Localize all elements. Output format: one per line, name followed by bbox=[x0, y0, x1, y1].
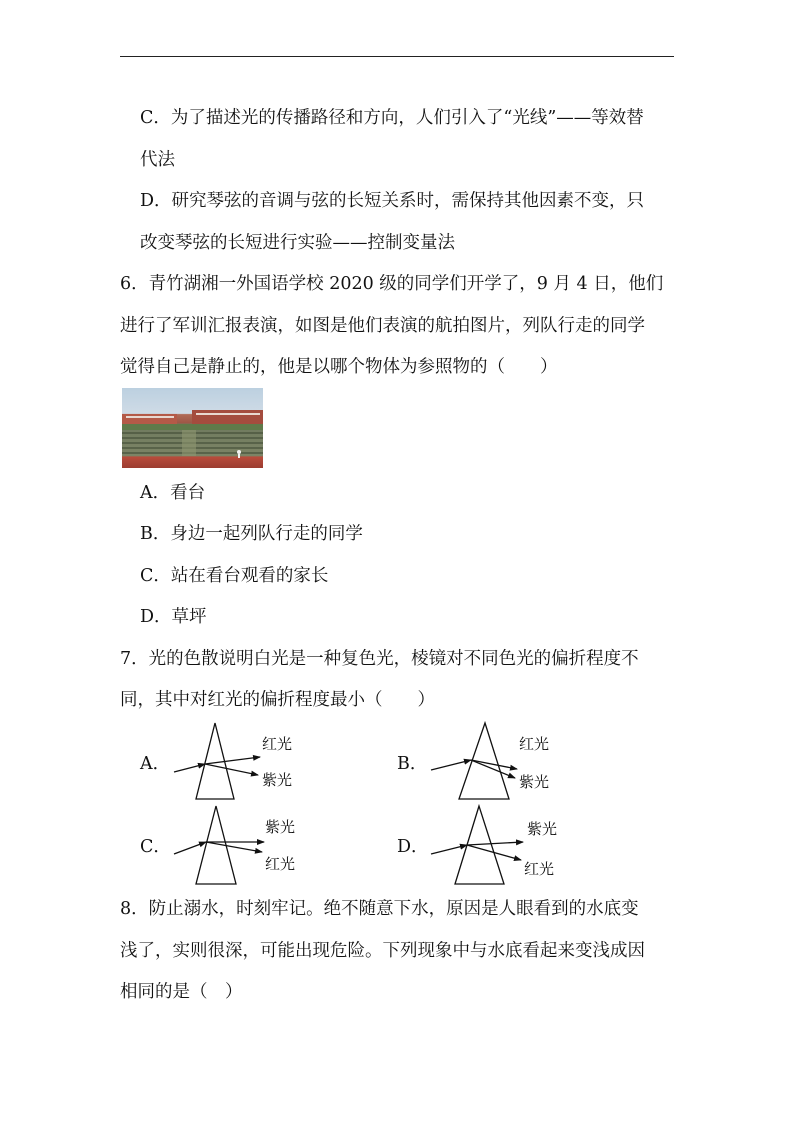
q7-option-d-letter: D． bbox=[397, 837, 429, 857]
q7-option-b-letter: B． bbox=[397, 754, 428, 774]
q7-option-a-bottom-label: 紫光 bbox=[262, 771, 293, 789]
q5-option-d-line1: D．研究琴弦的音调与弦的长短关系时，需保持其他因素不变，只 bbox=[140, 191, 645, 211]
q8-stem-line3: 相同的是（ ） bbox=[120, 982, 243, 1002]
q7-stem-line2: 同，其中对红光的偏折程度最小（ ） bbox=[120, 690, 435, 710]
q6-stem-line2: 进行了军训汇报表演，如图是他们表演的航拍图片，列队行走的同学 bbox=[120, 316, 645, 336]
q7-option-c-bottom-label: 红光 bbox=[265, 855, 296, 873]
q7-option-d-top-label: 紫光 bbox=[527, 820, 558, 838]
q6-option-d: D．草坪 bbox=[140, 607, 207, 627]
q6-option-c: C．站在看台观看的家长 bbox=[140, 566, 329, 586]
q7-option-c-top-label: 紫光 bbox=[265, 818, 296, 836]
q5-option-c-line2: 代法 bbox=[140, 150, 175, 170]
q7-option-b-prism-diagram bbox=[427, 720, 519, 802]
q7-option-c-prism-diagram bbox=[170, 803, 268, 885]
q5-option-c-line1: C．为了描述光的传播路径和方向，人们引入了“光线”——等效替 bbox=[140, 108, 644, 128]
q7-option-b-bottom-label: 紫光 bbox=[519, 773, 550, 791]
q7-option-a-prism-diagram bbox=[170, 720, 262, 802]
q6-stem-line3: 觉得自己是静止的，他是以哪个物体为参照物的（ ） bbox=[120, 357, 558, 377]
q6-stem-line1: 6．青竹湖湘一外国语学校 2020 级的同学们开学了，9 月 4 日，他们 bbox=[120, 274, 664, 294]
q7-option-d-bottom-label: 红光 bbox=[524, 860, 555, 878]
aerial-parade-photo bbox=[122, 388, 263, 468]
q8-stem-line1: 8．防止溺水，时刻牢记。绝不随意下水，原因是人眼看到的水底变 bbox=[120, 899, 639, 919]
q7-stem-line1: 7．光的色散说明白光是一种复色光，棱镜对不同色光的偏折程度不 bbox=[120, 649, 639, 669]
q7-option-a-top-label: 红光 bbox=[262, 735, 293, 753]
header-rule bbox=[120, 56, 674, 57]
q6-option-b: B．身边一起列队行走的同学 bbox=[140, 524, 363, 544]
q7-option-a-letter: A． bbox=[140, 754, 171, 774]
q7-option-b-top-label: 红光 bbox=[519, 735, 550, 753]
q5-option-d-line2: 改变琴弦的长短进行实验——控制变量法 bbox=[140, 233, 455, 253]
q7-option-d-prism-diagram bbox=[427, 803, 527, 887]
q7-option-c-letter: C． bbox=[140, 837, 171, 857]
q6-option-a: A．看台 bbox=[140, 483, 206, 503]
q8-stem-line2: 浅了，实则很深，可能出现危险。下列现象中与水底看起来变浅成因 bbox=[120, 941, 645, 961]
